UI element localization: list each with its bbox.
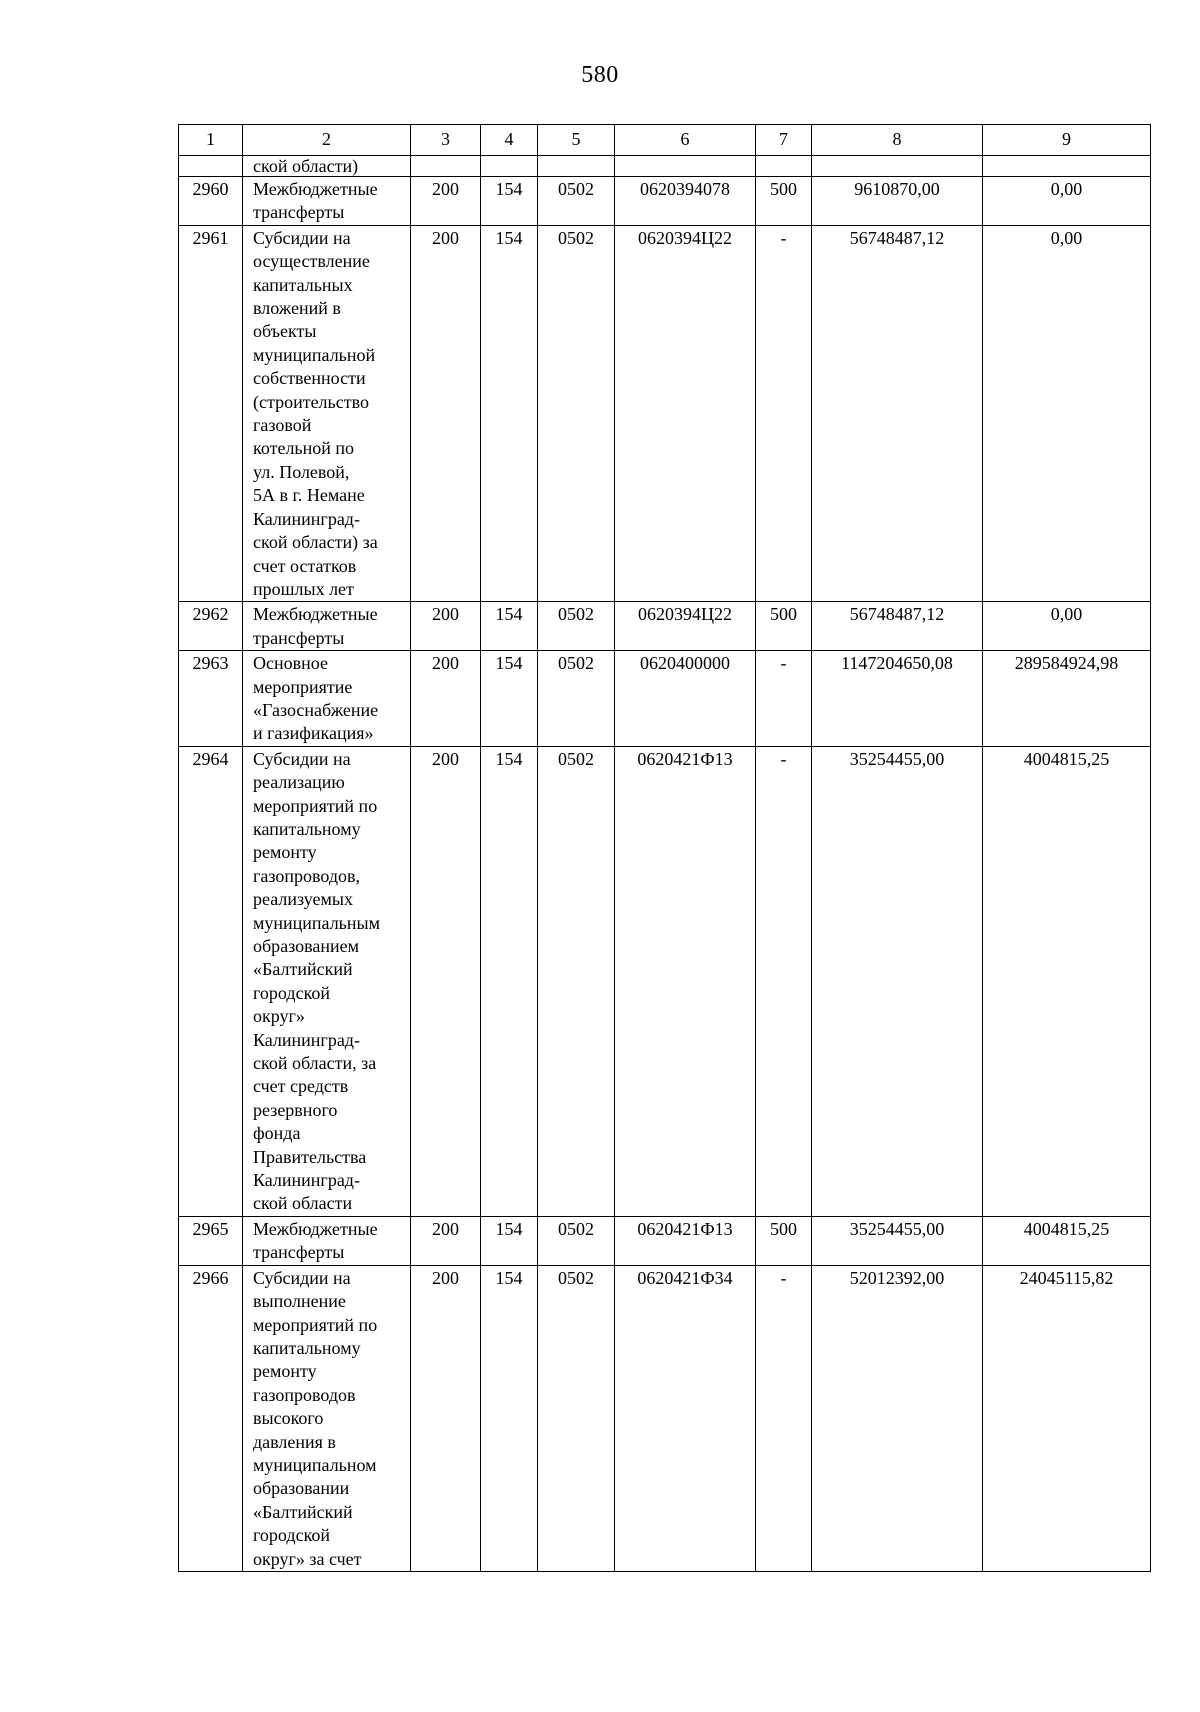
code-cell-4: 154	[481, 746, 538, 1216]
header-cell: 8	[812, 125, 983, 156]
item-name-line: (строительство	[253, 391, 369, 412]
item-name-line: «Газоснабжение	[253, 699, 379, 720]
code-cell-6: 0620400000	[615, 651, 756, 747]
item-name-line: мероприятие	[253, 676, 353, 697]
item-name-line: газопроводов,	[253, 865, 361, 886]
item-name-line: котельной по	[253, 438, 355, 459]
amount-cell-9: 4004815,25	[983, 1216, 1151, 1265]
budget-table	[178, 124, 1151, 1572]
code-cell-6: 0620421Ф34	[615, 1265, 756, 1571]
code-cell-3: 200	[411, 177, 481, 226]
item-name-line: мероприятий по	[253, 1314, 378, 1335]
item-name-cell	[243, 746, 411, 1216]
code-cell-4: 154	[481, 225, 538, 602]
code-cell-3: 200	[411, 651, 481, 747]
item-name-cell	[243, 602, 411, 651]
code-cell-3: 200	[411, 225, 481, 602]
item-name-line: «Балтийский	[253, 959, 353, 980]
item-name-cell	[243, 177, 411, 226]
item-name-line: осуществление	[253, 251, 370, 272]
item-name-line: трансферты	[253, 627, 345, 648]
item-name-line: ремонту	[253, 842, 317, 863]
code-cell-4: 154	[481, 602, 538, 651]
code-cell-6: 0620394Ц22	[615, 602, 756, 651]
code-cell-5: 0502	[538, 1265, 615, 1571]
code-cell-3: 200	[411, 1265, 481, 1571]
amount-cell-8: 56748487,12	[812, 225, 983, 602]
code-cell-7: 500	[756, 1216, 812, 1265]
row-number-cell: 2966	[179, 1265, 243, 1571]
header-cell: 7	[756, 125, 812, 156]
item-name-cell	[243, 1216, 411, 1265]
amount-cell-8: 9610870,00	[812, 177, 983, 226]
item-name-line: выполнение	[253, 1291, 346, 1312]
header-cell: 5	[538, 125, 615, 156]
item-name-line: Межбюджетные	[253, 1218, 378, 1239]
item-name-cell	[243, 225, 411, 602]
item-name-line: городской	[253, 982, 331, 1003]
item-name-line: Правительства	[253, 1146, 367, 1167]
item-name-line: Калининград-	[253, 508, 360, 529]
item-name-line: образованием	[253, 936, 360, 956]
item-name-line: прошлых лет	[253, 578, 354, 599]
item-name-line: Субсидии на	[253, 748, 351, 769]
item-name-line: ской области	[253, 1193, 353, 1214]
amount-cell-8: 35254455,00	[812, 1216, 983, 1265]
item-name-line: собственности	[253, 368, 366, 389]
amount-cell-8: 35254455,00	[812, 746, 983, 1216]
table-row	[179, 746, 1151, 1216]
code-cell-3: 200	[411, 1216, 481, 1265]
item-name-line: Межбюджетные	[253, 604, 378, 625]
code-cell-5: 0502	[538, 746, 615, 1216]
row-number-cell: 2960	[179, 177, 243, 226]
amount-cell-9: 0,00	[983, 602, 1151, 651]
row-number-cell: 2963	[179, 651, 243, 747]
row-number-cell: 2962	[179, 602, 243, 651]
table-row	[179, 1216, 1151, 1265]
item-name-line: реализацию	[253, 772, 345, 793]
code-cell-4: 154	[481, 651, 538, 747]
item-name-line: ремонту	[253, 1361, 317, 1382]
item-name-line: реализуемых	[253, 889, 353, 910]
amount-cell-9: 24045115,82	[983, 1265, 1151, 1571]
amount-cell-9: 0,00	[983, 225, 1151, 602]
code-cell-7: 500	[756, 177, 812, 226]
code-cell-7: -	[756, 746, 812, 1216]
item-name-line: резервного	[253, 1099, 338, 1120]
item-name-line: счет средств	[253, 1076, 349, 1097]
item-name-line: газопроводов	[253, 1384, 356, 1405]
header-cell: 2	[243, 125, 411, 156]
code-cell-6: 0620421Ф13	[615, 1216, 756, 1265]
code-cell-5: 0502	[538, 177, 615, 226]
item-name-line: муниципальном	[253, 1454, 377, 1475]
row-number-cell: 2964	[179, 746, 243, 1216]
table-row	[179, 602, 1151, 651]
item-name-line: газовой	[253, 415, 312, 436]
header-cell: 4	[481, 125, 538, 156]
code-cell-7: -	[756, 225, 812, 602]
item-name-line: Калининград-	[253, 1170, 360, 1191]
item-name-line: округ»	[253, 1006, 305, 1027]
item-name-line: трансферты	[253, 202, 345, 223]
code-cell-6: 0620394Ц22	[615, 225, 756, 602]
amount-cell-9: 4004815,25	[983, 746, 1151, 1216]
code-cell-5: 0502	[538, 602, 615, 651]
row-number-cell: 2961	[179, 225, 243, 602]
item-name-line: фонда	[253, 1123, 301, 1144]
item-name-line: муниципальным	[253, 912, 381, 933]
item-name-line: Основное	[253, 653, 328, 674]
code-cell-4: 154	[481, 1265, 538, 1571]
item-name-line: ской области) за	[253, 532, 378, 553]
table-row	[179, 177, 1151, 226]
code-cell-7: -	[756, 651, 812, 747]
item-name-line: объекты	[253, 321, 317, 342]
header-row	[179, 125, 1151, 156]
code-cell-3: 200	[411, 602, 481, 651]
header-cell: 6	[615, 125, 756, 156]
row-number-cell: 2965	[179, 1216, 243, 1265]
header-cell: 1	[179, 125, 243, 156]
item-name-line: округ» за счет	[253, 1548, 362, 1569]
header-cell: 3	[411, 125, 481, 156]
item-name-line: и газификация»	[253, 723, 374, 744]
item-name-line: капитальных	[253, 274, 353, 295]
item-name-cell	[243, 1265, 411, 1571]
table-row	[179, 225, 1151, 602]
item-name-line: «Балтийский	[253, 1501, 353, 1522]
item-name-line: счет остатков	[253, 555, 357, 576]
table-row	[179, 1265, 1151, 1571]
code-cell-4: 154	[481, 177, 538, 226]
item-name-line: образовании	[253, 1478, 350, 1499]
code-cell-7: -	[756, 1265, 812, 1571]
item-name-line: ской области, за	[253, 1053, 377, 1074]
code-cell-5: 0502	[538, 225, 615, 602]
item-name-line: городской	[253, 1525, 331, 1546]
item-name-line: капитальному	[253, 1337, 361, 1358]
item-name-line: Калининград-	[253, 1029, 360, 1050]
item-name-line: трансферты	[253, 1242, 345, 1263]
item-name-line: вложений в	[253, 298, 341, 319]
code-cell-3: 200	[411, 746, 481, 1216]
item-name-line: Субсидии на	[253, 227, 351, 248]
amount-cell-8: 1147204650,08	[812, 651, 983, 747]
item-name-line: высокого	[253, 1408, 324, 1429]
item-name-line: давления в	[253, 1431, 336, 1452]
item-name-line: мероприятий по	[253, 795, 378, 816]
item-name-line: Субсидии на	[253, 1267, 351, 1288]
amount-cell-8: 52012392,00	[812, 1265, 983, 1571]
code-cell-7: 500	[756, 602, 812, 651]
amount-cell-9: 0,00	[983, 177, 1151, 226]
continuation-text: ской области)	[243, 156, 411, 177]
code-cell-6: 0620394078	[615, 177, 756, 226]
amount-cell-8: 56748487,12	[812, 602, 983, 651]
code-cell-5: 0502	[538, 651, 615, 747]
item-name-cell	[243, 651, 411, 747]
item-name-line: капитальному	[253, 818, 361, 839]
item-name-line: Межбюджетные	[253, 179, 378, 199]
code-cell-4: 154	[481, 1216, 538, 1265]
header-cell: 9	[983, 125, 1151, 156]
continuation-row	[179, 156, 1151, 177]
item-name-line: 5А в г. Немане	[253, 485, 365, 506]
item-name-line: ул. Полевой,	[253, 461, 350, 482]
code-cell-6: 0620421Ф13	[615, 746, 756, 1216]
item-name-line: муниципальной	[253, 344, 376, 365]
page-number: 580	[581, 62, 619, 88]
code-cell-5: 0502	[538, 1216, 615, 1265]
amount-cell-9: 289584924,98	[983, 651, 1151, 747]
table-row	[179, 651, 1151, 747]
